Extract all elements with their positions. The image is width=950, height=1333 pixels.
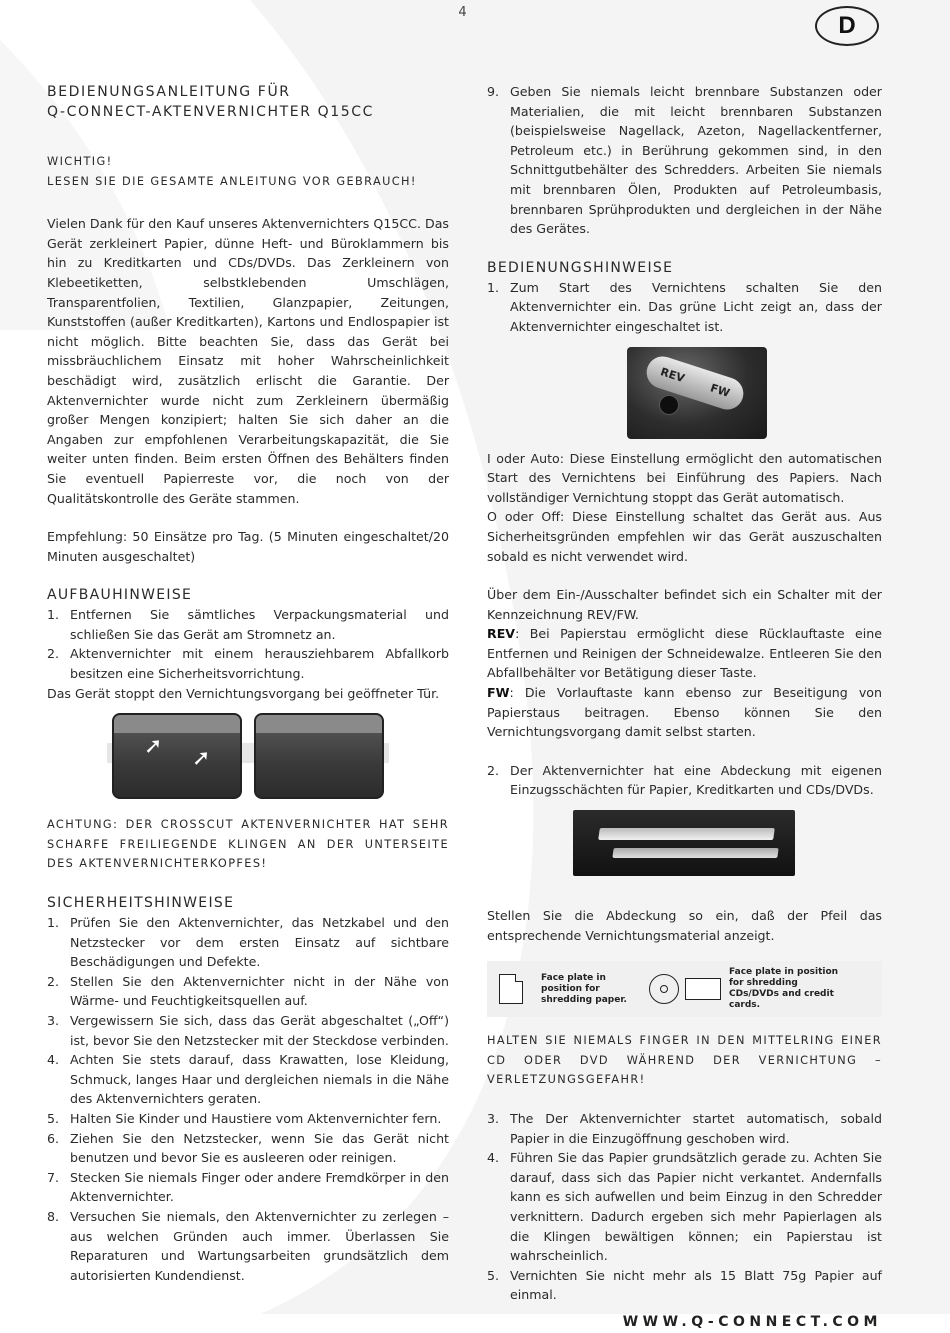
finger-warning: HALTEN SIE NIEMALS FINGER IN DEN MITTELRING EINER CD ODER DVD WÄHREND DER VERNICHTUNG – VERLETZUNGSGEFAHR! <box>487 1034 882 1087</box>
setup-heading: AUFBAUHINWEISE <box>47 587 193 604</box>
off-setting-text: O oder Off: Diese Einstellung schaltet das Gerät aus. Aus Sicherheitsgründen empfehlen wir das Gerät auszuschalten sobald es nicht verwendet wird. <box>487 509 882 564</box>
arrow-icon: ➚ <box>144 734 163 760</box>
operation-list-3 <box>487 1109 882 1305</box>
document-title <box>47 82 449 122</box>
shredder-closed-bin-image <box>254 713 384 799</box>
credit-card-icon <box>685 978 721 1000</box>
fw-label: FW <box>708 381 732 400</box>
title-line-2: Q-CONNECT-AKTENVERNICHTER Q15CC <box>47 104 374 120</box>
list-item: 3. Vergewissern Sie sich, dass das Gerät abgeschaltet („Off“) ist, bevor Sie den Netzstecker mit der Steckdose verbinden. <box>47 1013 449 1048</box>
power-switch-image <box>659 395 679 415</box>
shredder-open-bin-image <box>112 713 242 799</box>
safety-list <box>47 913 449 1285</box>
list-item: 2. Stellen Sie den Aktenvernichter nicht in der Nähe von Wärme- und Feuchtigkeitsquellen auf. <box>47 973 449 1009</box>
list-item: 1. Zum Start des Vernichtens schalten Sie den Aktenvernichter ein. Das grüne Licht zeigt an, dass der Aktenvernichter eingeschaltet ist. <box>487 279 882 334</box>
shredder-bin-images <box>47 713 449 803</box>
list-item: 4. Achten Sie stets darauf, dass Krawatten, lose Kleidung, Schmuck, langes Haar und dergleichen niemals in die Nähe des Aktenvernichters geraten. <box>47 1052 449 1107</box>
paper-document-icon <box>499 974 523 1004</box>
cd-disc-icon <box>649 974 679 1004</box>
list-item: 8. Versuchen Sie niemals, den Aktenvernichter zu zerlegen – aus welchen Gründen auch immer. Überlassen Sie Reparaturen und Wartungsarbeiten grundsätzlich dem autorisierten Kundendienst. <box>47 1208 449 1283</box>
warning-line-1: WICHTIG! <box>47 155 113 168</box>
website-link[interactable]: WWW.Q-CONNECT.COM <box>622 1313 882 1330</box>
cover-adjust-text: Stellen Sie die Abdeckung so ein, daß der Pfeil das entsprechende Vernichtungsmaterial anzeigt. <box>487 908 882 943</box>
list-item: 7. Stecken Sie niemals Finger oder andere Fremdkörper in den Aktenvernichter. <box>47 1169 449 1205</box>
warning-line-2: LESEN SIE DIE GESAMTE ANLEITUNG VOR GEBRAUCH! <box>47 174 417 188</box>
setup-list <box>47 605 449 683</box>
list-item: 6. Ziehen Sie den Netzstecker, wenn Sie das Gerät nicht benutzen und bevor Sie es ausleeren oder reinigen. <box>47 1130 449 1166</box>
operation-list-2 <box>487 761 882 800</box>
page-number: 4 <box>458 5 467 20</box>
feed-cover-image <box>573 810 795 876</box>
safety-list-continued <box>487 82 882 239</box>
left-column <box>47 82 449 1285</box>
list-item: 5. Halten Sie Kinder und Haustiere vom Aktenvernichter fern. <box>47 1110 442 1126</box>
list-item: 5. Vernichten Sie nicht mehr als 15 Blatt 75g Papier auf einmal. <box>487 1267 882 1303</box>
title-line-1: BEDIENUNGSANLEITUNG FÜR <box>47 84 291 100</box>
safety-heading: SICHERHEITSHINWEISE <box>47 895 235 912</box>
rev-label: REV <box>658 364 687 385</box>
control-panel-image <box>627 347 767 439</box>
faceplate-cd-caption: Face plate in position for shredding CDs/DVDs and credit cards. <box>729 967 839 1011</box>
list-item: 4. Führen Sie das Papier grundsätzlich gerade zu. Achten Sie darauf, dass sich das Papier nicht verkantet. Andernfalls kann es sich aufwellen und beim Einzug in den Schredder verknittern. Dadurch ergeben sich mehr Papierlagen als die Klingen bewältigen können; ein Papierstau ist wahrscheinlich. <box>487 1150 882 1264</box>
list-item: 1. Entfernen Sie sämtliches Verpackungsmaterial und schließen Sie das Gerät am Stromnetz an. <box>47 607 449 642</box>
right-column <box>487 82 882 1333</box>
list-item: 3. The Der Aktenvernichter startet automatisch, sobald Papier in die Einzugöffnung geschoben wird. <box>487 1111 882 1146</box>
list-item: 9. Geben Sie niemals leicht brennbare Substanzen oder Materialien, die mit leicht brennbaren Substanzen (beispielsweise Nagellack, Azeton, Nagellackentferner, Petroleum etc.) in Berührung gekommen sind, in den Schnittgutbehälter des Schredders. Arbeiten Sie niemals mit brennbaren Ölen, Produkten auf Petroleumbasis, brennbaren Sprühprodukten und dergleichen in der Nähe des Gerätes. <box>487 84 882 237</box>
auto-setting-text: I oder Auto: Diese Einstellung ermöglicht den automatischen Start des Vernichtens bei Einführung des Papiers. Nach vollständiger Vernichtung stoppt das Gerät automatisch. <box>487 450 882 505</box>
setup-note: Das Gerät stoppt den Vernichtungsvorgang bei geöffneter Tür. <box>47 685 440 701</box>
switch-description: Über dem Ein-/Ausschalter befindet sich ein Schalter mit der Kennzeichnung REV/FW. <box>487 587 882 622</box>
list-item: 2. Der Aktenvernichter hat eine Abdeckung mit eigenen Einzugsschächten für Papier, Kreditkarten und CDs/DVDs. <box>487 762 882 798</box>
list-item: 1. Prüfen Sie den Aktenvernichter, das Netzkabel und den Netzstecker vor dem ersten Einsatz auf sichtbare Beschädigungen und Defekte. <box>47 915 449 970</box>
list-item: 2. Aktenvernichter mit einem herausziehbarem Abfallkorb besitzen eine Sicherheitsvorrichtung. <box>47 646 449 682</box>
operation-heading: BEDIENUNGSHINWEISE <box>487 259 674 276</box>
intro-paragraph: Vielen Dank für den Kauf unseres Aktenvernichters Q15CC. Das Gerät zerkleinert Papier, dünne Heft- und Büroklammern bis hin zu Kreditkarten und CDs/DVDs. Das Zerkleinern von Klebeetiketten, selbstklebenden Umschlägen, Transparentfolien, Textilien, Glanzpapier, Zeitungen, Kunststoffen (außer Kreditkarten), Kartons und Endlospapier ist nicht möglich. Bitte beachten Sie, dass das Gerät bei missbräuchlichem Einsatz mit hoher Wahrscheinlichkeit beschädigt wird, zusätzlich erlischt die Garantie. Der Aktenvernichter wurde nicht zum Zerkleinern übermäßig großer Mengen konzipiert; halten Sie sich daher an die Angaben zur empfohlenen Verarbeitungskapazität, die Sie weiter unten finden. Beim ersten Öffnen des Behälters finden Sie eventuell Papierreste vor, die noch von der Qualitätskontrolle des Geräte stammen. <box>47 216 449 506</box>
faceplate-paper-caption: Face plate in position for shredding paper. <box>541 972 627 1005</box>
arrow-icon: ➚ <box>192 746 211 772</box>
operation-list <box>487 278 882 337</box>
fw-description: FW: Die Vorlauftaste kann ebenso zur Beseitigung von Papierstaus beitragen. Ebenso können Sie den Vernichtungsvorgang damit selbst starten. <box>487 685 882 740</box>
recommendation-paragraph: Empfehlung: 50 Einsätze pro Tag. (5 Minuten eingeschaltet/20 Minuten ausgeschaltet) <box>47 529 449 564</box>
language-badge: D <box>815 6 879 46</box>
faceplate-diagram <box>487 961 882 1017</box>
rev-description: REV: Bei Papierstau ermöglicht diese Rücklauftaste eine Entfernen und Reinigen der Schneidewalze. Entleeren Sie den Abfallbehälter vor Betätigung dieser Taste. <box>487 626 882 681</box>
crosscut-caution: ACHTUNG: DER CROSSCUT AKTENVERNICHTER HAT SEHR SCHARFE FREILIEGENDE KLINGEN AN DER UNTERSEITE DES AKTENVERNICHTERKOPFES! <box>47 818 449 871</box>
